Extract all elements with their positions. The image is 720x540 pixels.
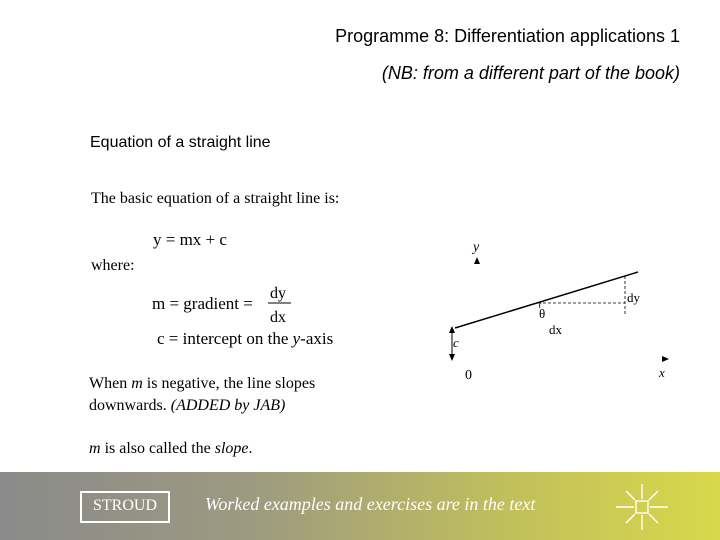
light-burst-icon (612, 482, 672, 532)
text-when: When (89, 375, 132, 392)
slope-definition (89, 440, 253, 458)
negative-slope-line-2 (89, 397, 285, 415)
y-axis-arrow-icon (474, 257, 480, 264)
intercept-arrow-up-icon (449, 326, 455, 333)
intro-text: The basic equation of a straight line is: (91, 190, 340, 207)
section-heading: Equation of a straight line (90, 134, 271, 151)
line-equation: y = mx + c (153, 230, 227, 249)
stroud-logo: STROUD (80, 491, 170, 523)
var-m: m (131, 375, 143, 392)
added-note: (ADDED by JAB) (170, 397, 286, 414)
slope-word: slope (214, 440, 249, 457)
origin-label: 0 (465, 368, 472, 383)
programme-title: Programme 8: Differentiation applications 1 (335, 26, 680, 46)
fraction-denominator: dx (270, 309, 286, 326)
angle-label: θ (539, 306, 546, 321)
intercept-label: c (453, 335, 459, 350)
fraction-numerator: dy (270, 285, 286, 302)
negative-slope-line-1 (89, 375, 315, 393)
footer-caption: Worked examples and exercises are in the text (205, 494, 536, 514)
y-axis-label: y (473, 240, 480, 255)
dx-label: dx (549, 322, 562, 337)
var-m: m (89, 440, 101, 457)
where-label: where: (91, 257, 135, 274)
dy-label: dy (627, 290, 640, 305)
source-note: (NB: from a different part of the book) (381, 63, 680, 83)
text-negative: is negative, the line slopes (142, 375, 316, 392)
straight-line-diagram (435, 230, 685, 385)
text-downwards: downwards. (89, 397, 171, 414)
equation-block (145, 225, 375, 355)
text-period: . (248, 440, 253, 457)
x-axis-arrow-icon (662, 356, 669, 362)
intercept-arrow-down-icon (449, 354, 455, 361)
x-axis-label: x (659, 365, 665, 380)
gradient-definition: m = gradient = (152, 294, 253, 313)
intercept-definition: c = intercept on the y-axis (157, 329, 334, 348)
straight-line (455, 272, 638, 328)
text-also-called: is also called the (100, 440, 215, 457)
